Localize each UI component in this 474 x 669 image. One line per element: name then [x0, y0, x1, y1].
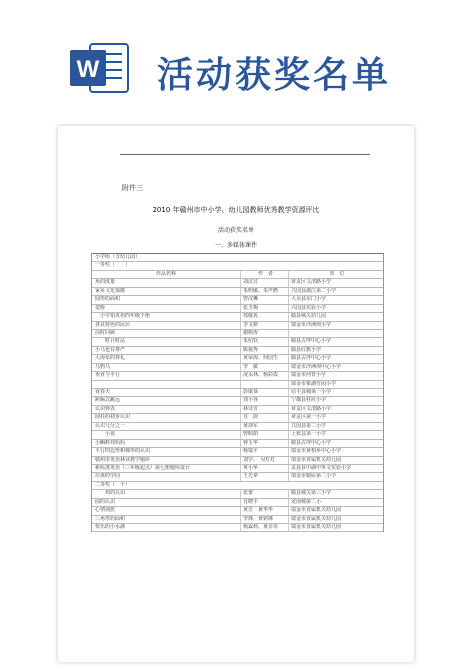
cell-author: 杨瑞平 [240, 448, 288, 455]
cell-unit: 章贡区文清路小学 [288, 406, 383, 413]
cell-unit: 瑞金市河背小学 [288, 372, 383, 379]
table-row [92, 524, 383, 532]
table-row [92, 279, 383, 287]
cell-unit: 赣县古坪中心小学 [288, 338, 383, 345]
cell-name: 鸡的认识 [95, 490, 126, 497]
table-row [92, 355, 383, 363]
cell-unit: 贡县县中湖中英文实验小学 [288, 465, 383, 472]
cell-name: 小夜 [95, 431, 116, 438]
cell-unit: 瑞金市象湖竹园小学 [288, 381, 383, 388]
table-row [92, 499, 383, 507]
header-banner [0, 0, 474, 118]
cell-name: 大海布的葬礼 [95, 355, 126, 362]
cell-name [95, 381, 237, 388]
cell-author: 黄芳 黄华华 [240, 507, 288, 514]
header-name: 作品名称 [155, 270, 176, 277]
table-row [92, 473, 383, 481]
table-row [92, 507, 383, 515]
table-row [92, 364, 383, 372]
attachment-label: 附件三 [122, 184, 143, 192]
cell-author: 杨霖莉、黄菲菲 [240, 524, 288, 531]
table-row [92, 305, 383, 313]
table-header [92, 271, 383, 279]
word-logo-letter: W [76, 56, 100, 83]
cell-name: 快乐的小水滴 [95, 524, 126, 530]
cell-unit: 瑞金市直属机关幼儿园 [288, 507, 383, 514]
table-row [92, 322, 383, 330]
document-title: 2010 年赣州市中小学、幼儿园教师优秀教学资源评比 [152, 206, 320, 214]
cell-author: 王先辈 [240, 473, 288, 480]
cell-author: 刘学、 吴红红 [240, 457, 288, 464]
banner-title: 活动获奖名单 [157, 55, 392, 96]
cell-author: 彭康恭 [240, 389, 288, 396]
cell-unit: 章贡区第一小学 [288, 414, 383, 421]
document-subtitle: 活动获奖名单 [217, 227, 254, 234]
cell-author: 黄荣海、何国生 [240, 355, 288, 362]
cell-unit: 兴国县潋江第二小学 [288, 288, 383, 295]
table-row [92, 406, 383, 414]
cell-unit [288, 330, 383, 337]
cell-author: 郑敬英 [240, 313, 288, 320]
prize-label-2: 二等奖（ 个） [95, 481, 131, 488]
table-row [92, 414, 383, 422]
cell-unit: 瑞金市沙洲坝中心小学 [288, 364, 383, 371]
table-row [92, 389, 383, 397]
cell-author: 刘汉讨 [240, 279, 288, 286]
cell-name: 认识钟表 [95, 405, 116, 412]
cell-unit: 大余县东门小学 [288, 296, 383, 303]
cell-unit: 上犹县第一小学 [288, 431, 383, 438]
table-row [92, 457, 383, 465]
cell-name: 各具特色的民居 [95, 321, 131, 328]
cell-author: 曾昭荫 [240, 431, 288, 438]
cell-author: 谢树涛 [240, 330, 288, 337]
group-label: 小学组（含幼儿园） [95, 254, 141, 260]
cell-author: 李 敏 [240, 364, 288, 371]
cell-unit: 兴国县实验小学 [288, 305, 383, 312]
table-row [92, 431, 383, 439]
cell-author: 朱绍钦 [240, 338, 288, 345]
header-rule [120, 154, 370, 155]
table-row [92, 313, 383, 321]
cell-name: 认识几分之一 [95, 422, 126, 429]
table-row [92, 338, 383, 346]
cell-author: 钟玉华 [240, 440, 288, 447]
cell-name: 平行四边形和梯形的认识 [95, 448, 151, 455]
cell-unit: 兴国县第二小学 [288, 423, 383, 430]
cell-name: 角的度量 [95, 279, 116, 286]
table-row [92, 330, 383, 338]
table-row [92, 516, 383, 524]
cell-name: 乌鸦乌 [95, 363, 111, 370]
cell-name: 小学指英语四年级下册 [95, 313, 151, 320]
document-page [58, 126, 414, 662]
cell-unit: 赣县城关第三小学 [288, 490, 383, 497]
cell-author: 陈俊秀 [240, 347, 288, 354]
cell-name: 圆柱的初步认识 [95, 414, 131, 421]
cell-author: 肖晓丰 [240, 499, 288, 506]
table-row [92, 296, 383, 304]
cell-author: 黄小华 [240, 465, 288, 472]
cell-unit: 瑞金市赣原第二小学 [288, 473, 383, 480]
prize-row-2 [92, 482, 383, 490]
cell-author: 李文榜 [240, 322, 288, 329]
cell-author: 朱明敏、朱声燃 [240, 288, 288, 295]
cell-unit: 瑞金市直属机关幼儿园 [288, 457, 383, 464]
cell-name: 跨踢式跳远 [95, 397, 121, 404]
cell-unit: 赣县古坪中心小学 [288, 355, 383, 362]
prize-label: 一等奖（ ） [95, 262, 131, 269]
cell-name: 小马也有尊严 [95, 346, 126, 353]
header-author: 作 者 [240, 271, 288, 278]
table-row [92, 288, 383, 296]
cell-author: 肖 蔚 [240, 414, 288, 421]
cell-author: 刘小容 [240, 397, 288, 404]
cell-name: 圆的认识 [95, 498, 116, 505]
table-row [92, 448, 383, 456]
table-row [92, 397, 383, 405]
cell-name: 赣州市英语林业教学题库 [95, 456, 151, 463]
prize-row [92, 262, 383, 270]
table-row [92, 372, 383, 380]
cell-unit: 瑞金市黄柏乡中心小学 [288, 448, 383, 455]
cell-author [240, 381, 288, 388]
header-unit: 单 位 [288, 271, 383, 278]
table-row [92, 347, 383, 355]
cell-name: 三角形的面积 [95, 515, 126, 522]
table-row [92, 423, 383, 431]
table-row [92, 381, 383, 389]
award-table [91, 253, 384, 532]
word-icon [68, 42, 130, 94]
cell-name: 垃圾的学问 [95, 473, 121, 480]
cell-unit: 赣县红旗小学 [288, 347, 383, 354]
cell-author: 林诗芳 [240, 406, 288, 413]
section-title: 一、多媒体课件 [214, 242, 257, 249]
cell-unit: 瑞金市沙洲坝小学 [288, 322, 383, 329]
cell-name: 前时回顾 [95, 329, 116, 336]
cell-unit: 赣县古坪中心小学 [288, 440, 383, 447]
cell-name: 圆形的面积 [95, 296, 121, 303]
cell-author: 张蕾 [240, 490, 288, 497]
cell-unit: 宁都县桂坑小学 [288, 397, 383, 404]
cell-author: 李锋、黄铭锋 [240, 516, 288, 523]
cell-author: 张玉梅 [240, 305, 288, 312]
table-row [92, 490, 383, 498]
cell-unit: 章贡区文清路小学 [288, 279, 383, 286]
cell-author: 曾汉琳 [240, 296, 288, 303]
group-row [92, 254, 383, 262]
cell-author: 凌永林、杨彩霞 [240, 372, 288, 379]
cell-unit: 赣县城关幼儿园 [288, 313, 383, 320]
cell-name: 小蝌蚪找妈妈 [95, 439, 126, 446]
cell-name: 时计时法 [95, 338, 126, 345]
cell-name: 变脸 [95, 304, 106, 311]
cell-unit: 瑞金市直属机关幼儿园 [288, 516, 383, 523]
cell-name: 家乡文化探微 [95, 287, 126, 294]
table-row [92, 465, 383, 473]
cell-author: 黄剑军 [240, 423, 288, 430]
cell-unit: 瑞金市直属机关幼儿园 [288, 524, 383, 531]
table-row [92, 440, 383, 448]
cell-unit: 信丰县城第一小学 [288, 389, 383, 396]
cell-name: 夜春天 [95, 389, 111, 395]
cell-name: 新标准英语（三年级起点）第七册题库设计 [95, 464, 191, 471]
cell-name: 垂直与平行 [95, 372, 121, 379]
cell-name: 心情别扭 [95, 507, 116, 514]
cell-unit: 龙南城第二小 [288, 499, 383, 506]
